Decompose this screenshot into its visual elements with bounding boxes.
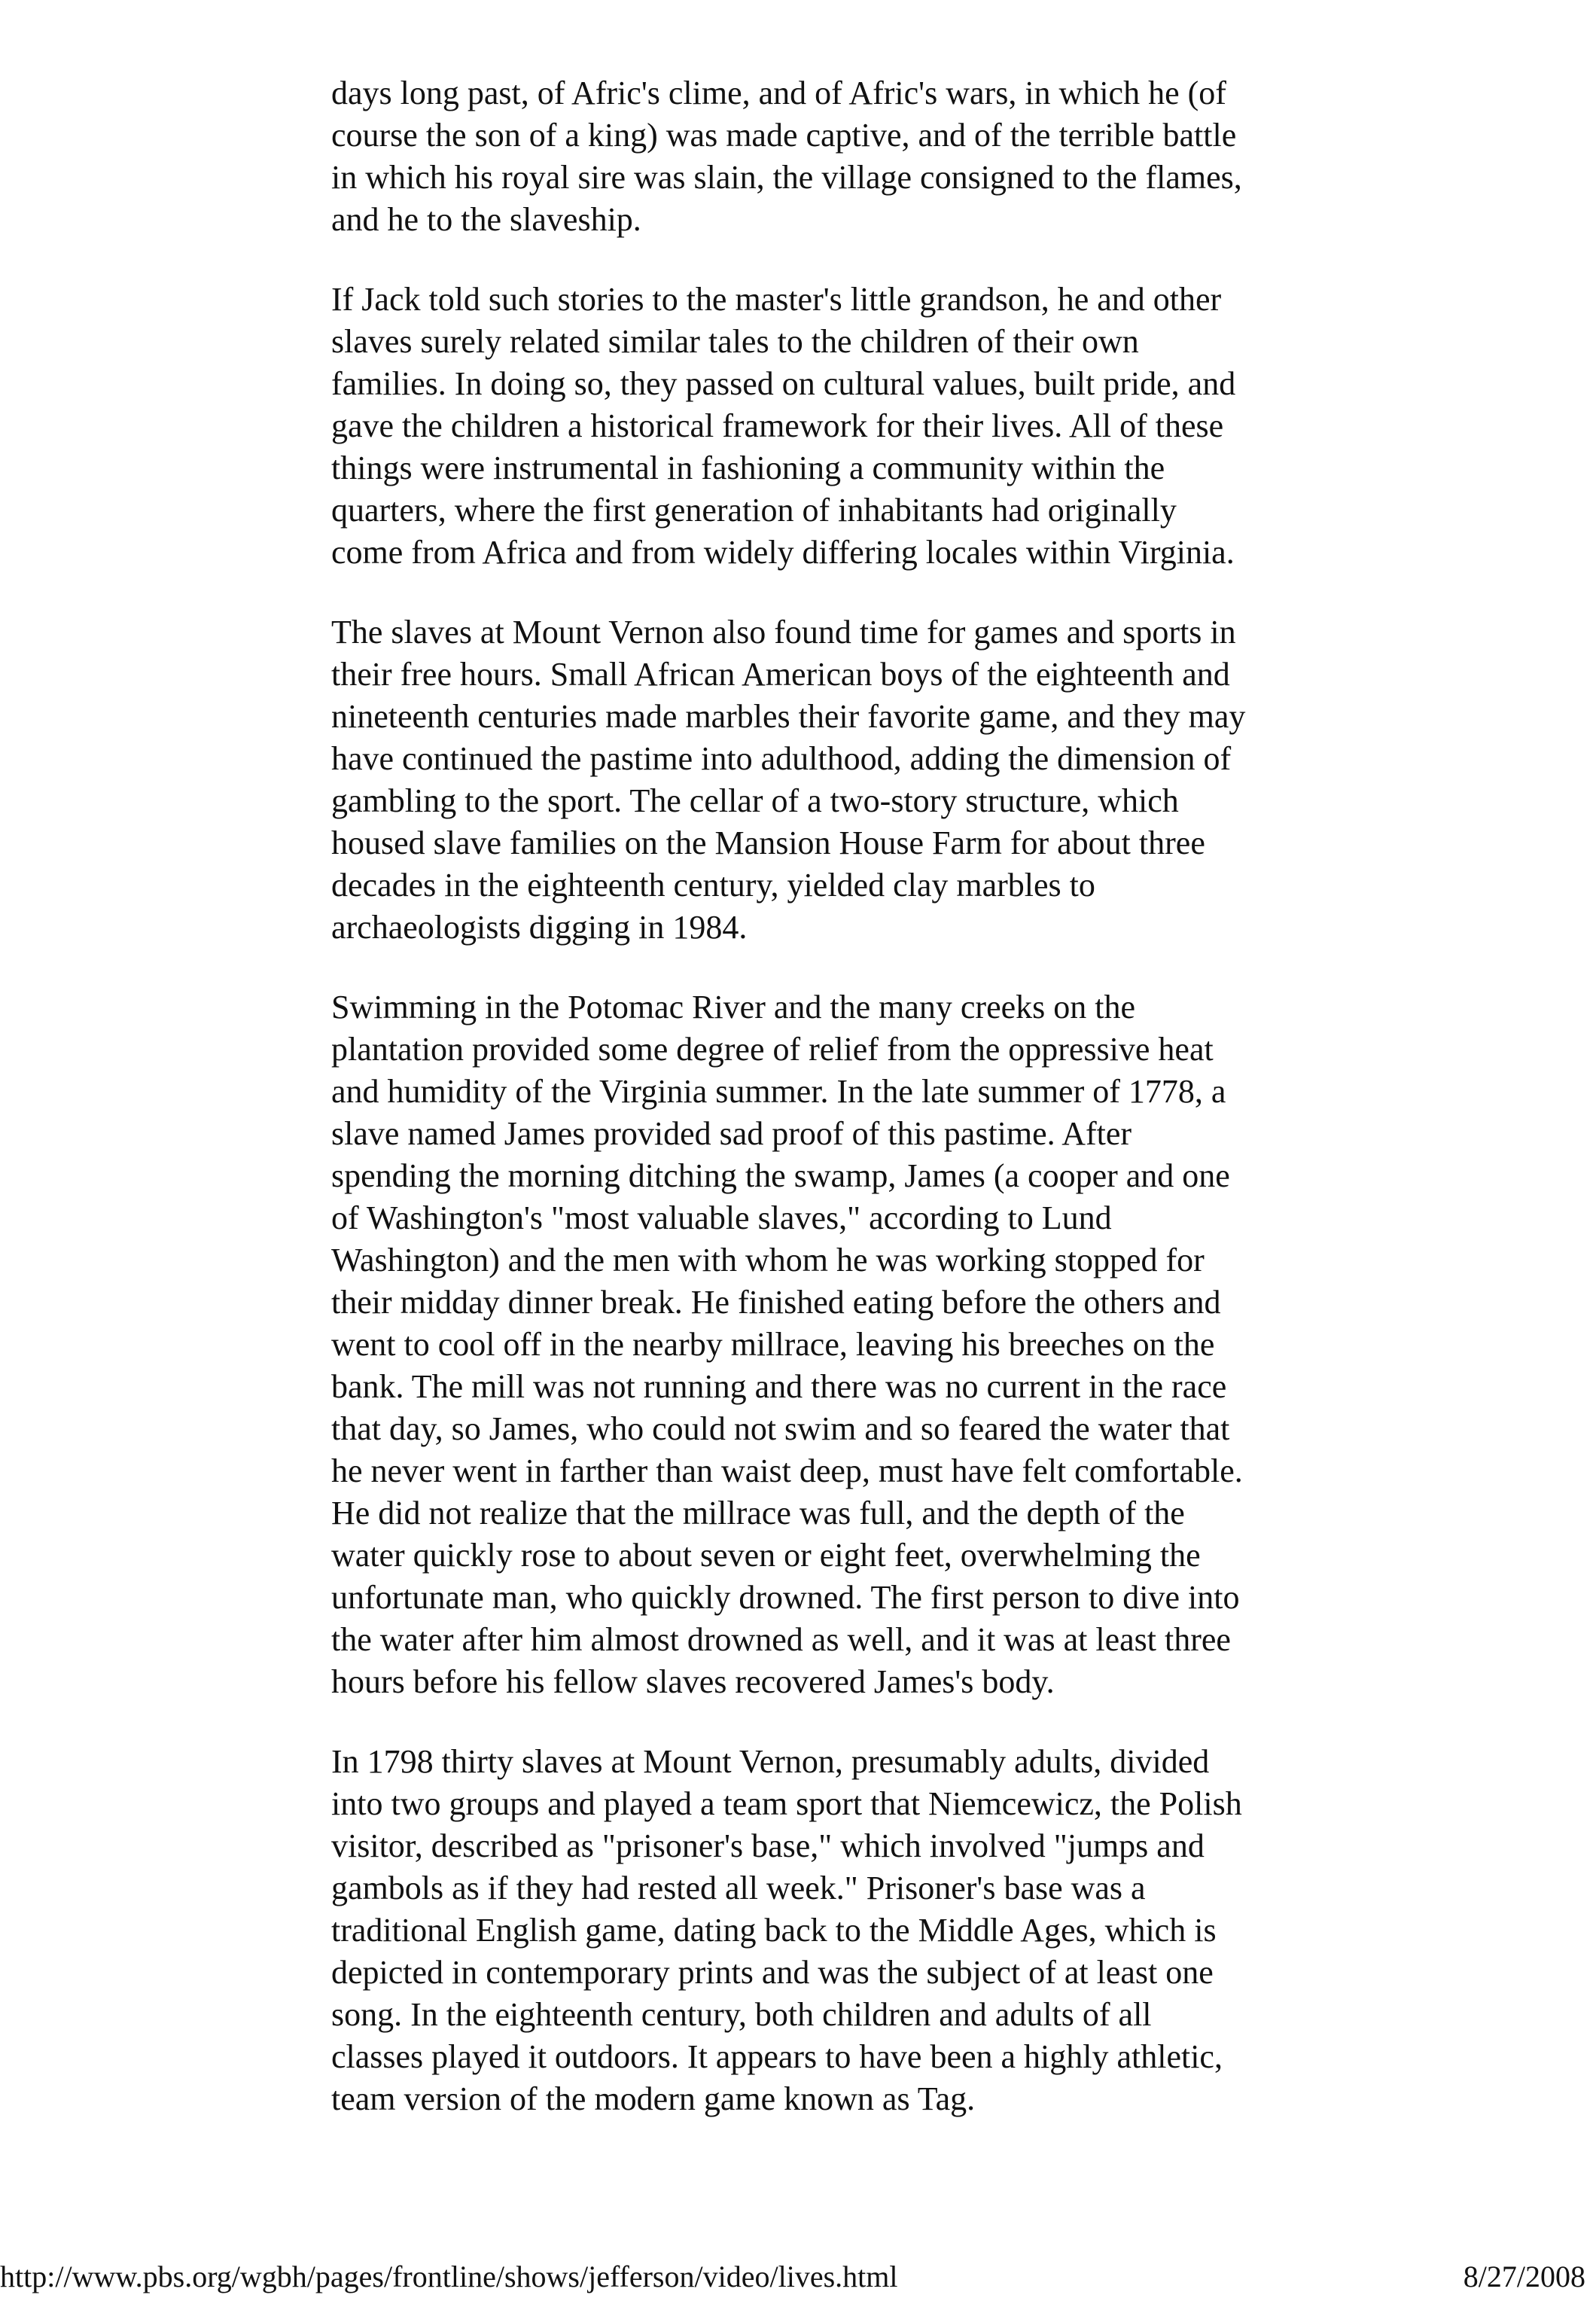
text-line: slaves surely related similar tales to the children of their own [331,323,1139,360]
text-line: that day, so James, who could not swim and so feared the water that [331,1410,1230,1447]
text-line: families. In doing so, they passed on cultural values, built pride, and [331,365,1236,402]
text-line: their free hours. Small African American boys of the eighteenth and [331,656,1230,693]
paragraph [331,279,1400,574]
text-line: of Washington's "most valuable slaves," according to Lund [331,1199,1112,1236]
text-line: song. In the eighteenth century, both children and adults of all [331,1996,1152,2033]
text-line: plantation provided some degree of relief from the oppressive heat [331,1031,1214,1068]
text-line: bank. The mill was not running and there was no current in the race [331,1368,1227,1405]
text-line: In 1798 thirty slaves at Mount Vernon, presumably adults, divided [331,1743,1210,1780]
text-line: water quickly rose to about seven or eight feet, overwhelming the [331,1537,1201,1574]
text-line: unfortunate man, who quickly drowned. The first person to dive into [331,1579,1240,1616]
text-line: quarters, where the first generation of inhabitants had originally [331,492,1177,529]
text-line: the water after him almost drowned as well, and it was at least three [331,1621,1231,1658]
text-line: Swimming in the Potomac River and the many creeks on the [331,989,1136,1026]
page-footer [0,2259,1596,2304]
text-line: in which his royal sire was slain, the village consigned to the flames, [331,159,1242,196]
text-line: team version of the modern game known as Tag. [331,2080,976,2117]
text-line: have continued the pastime into adulthood, adding the dimension of [331,740,1232,777]
text-line: gambling to the sport. The cellar of a two-story structure, which [331,782,1179,819]
text-line: Washington) and the men with whom he was working stopped for [331,1242,1205,1278]
text-line: visitor, described as "prisoner's base," which involved "jumps and [331,1827,1205,1864]
text-line: If Jack told such stories to the master's little grandson, he and other [331,281,1222,318]
text-line: gambols as if they had rested all week." Prisoner's base was a [331,1870,1146,1906]
text-line: course the son of a king) was made captive, and of the terrible battle [331,117,1237,154]
text-line: their midday dinner break. He finished eating before the others and [331,1284,1221,1321]
text-line: He did not realize that the millrace was full, and the depth of the [331,1495,1185,1531]
source-url-link[interactable]: http://www.pbs.org/wgbh/pages/frontline/shows/jefferson/video/lives.html [0,2260,898,2293]
text-line: depicted in contemporary prints and was the subject of at least one [331,1954,1214,1991]
text-line: he never went in farther than waist deep, must have felt comfortable. [331,1452,1243,1489]
text-line: come from Africa and from widely differing locales within Virginia. [331,534,1235,571]
paragraph [331,1741,1400,2120]
text-line: The slaves at Mount Vernon also found time for games and sports in [331,614,1236,651]
document-body [331,72,1400,2158]
text-line: hours before his fellow slaves recovered James's body. [331,1663,1055,1700]
text-line: went to cool off in the nearby millrace, leaving his breeches on the [331,1326,1215,1363]
text-line: archaeologists digging in 1984. [331,909,748,946]
text-line: things were instrumental in fashioning a community within the [331,450,1165,486]
paragraph [331,986,1400,1703]
paragraph [331,611,1400,949]
text-line: traditional English game, dating back to the Middle Ages, which is [331,1912,1217,1949]
text-line: days long past, of Afric's clime, and of Afric's wars, in which he (of [331,75,1226,111]
text-line: nineteenth centuries made marbles their favorite game, and they may [331,698,1246,735]
text-line: spending the morning ditching the swamp, James (a cooper and one [331,1157,1230,1194]
text-line: and humidity of the Virginia summer. In the late summer of 1778, a [331,1073,1226,1110]
text-line: housed slave families on the Mansion House Farm for about three [331,824,1205,861]
text-line: slave named James provided sad proof of this pastime. After [331,1115,1132,1152]
text-line: into two groups and played a team sport that Niemcewicz, the Polish [331,1785,1242,1822]
text-line: decades in the eighteenth century, yielded clay marbles to [331,867,1095,904]
paragraph [331,72,1400,241]
text-line: gave the children a historical framework for their lives. All of these [331,407,1224,444]
text-line: classes played it outdoors. It appears to have been a highly athletic, [331,2038,1223,2075]
print-date: 8/27/2008 [1463,2260,1585,2293]
text-line: and he to the slaveship. [331,201,641,238]
